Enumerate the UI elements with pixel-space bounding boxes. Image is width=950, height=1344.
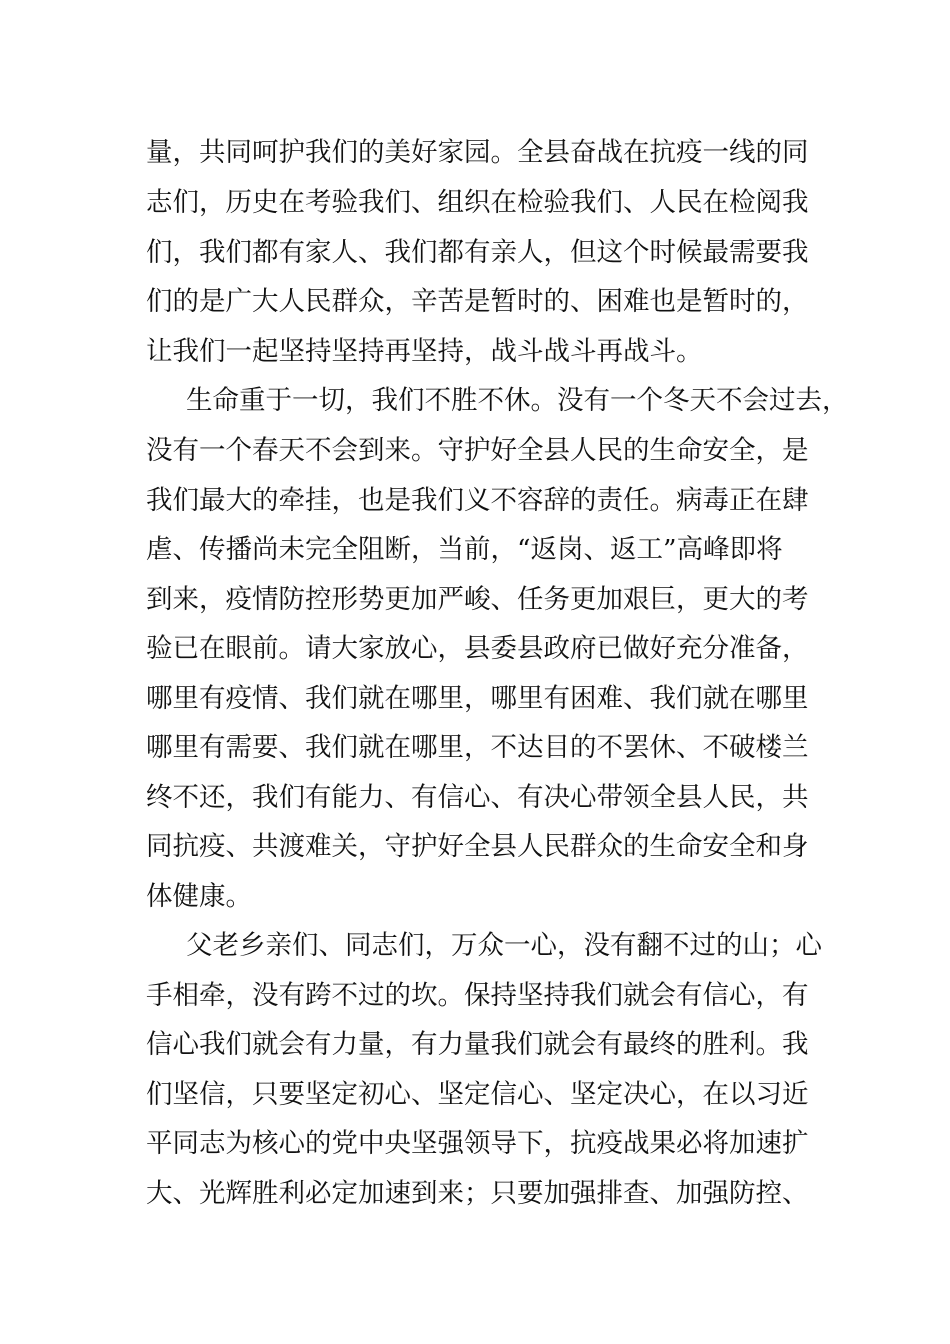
- text-line: 没有一个春天不会到来。守护好全县人民的生命安全，是: [146, 435, 809, 466]
- text-line: 们的是广大人民群众，辛苦是暂时的、困难也是暂时的，: [146, 286, 809, 317]
- text-line: 们坚信，只要坚定初心、坚定信心、坚定决心，在以习近: [146, 1079, 809, 1110]
- text-line: 体健康。: [146, 881, 252, 912]
- text-line: 志们，历史在考验我们、组织在检验我们、人民在检阅我: [146, 187, 809, 218]
- text-line: 大、光辉胜利必定加速到来；只要加强排查、加强防控、: [146, 1178, 809, 1209]
- text-line: 量，共同呵护我们的美好家园。全县奋战在抗疫一线的同: [146, 137, 809, 168]
- text-line: 平同志为核心的党中央坚强领导下，抗疫战果必将加速扩: [146, 1128, 809, 1159]
- text-line: 手相牵，没有跨不过的坎。保持坚持我们就会有信心，有: [146, 980, 809, 1011]
- text-line: 到来，疫情防控形势更加严峻、任务更加艰巨，更大的考: [146, 584, 809, 615]
- text-line: 同抗疫、共渡难关，守护好全县人民群众的生命安全和身: [146, 831, 809, 862]
- text-line: 虐、传播尚未完全阻断，当前，“返岗、返工”高峰即将: [146, 534, 783, 565]
- text-line: 我们最大的牵挂，也是我们义不容辞的责任。病毒正在肆: [146, 485, 809, 516]
- text-line: 生命重于一切，我们不胜不休。没有一个冬天不会过去，: [186, 385, 849, 416]
- text-line: 父老乡亲们、同志们，万众一心，没有翻不过的山；心: [186, 930, 822, 961]
- text-line: 们，我们都有家人、我们都有亲人，但这个时候最需要我: [146, 237, 809, 268]
- text-line: 终不还，我们有能力、有信心、有决心带领全县人民，共: [146, 782, 809, 813]
- text-line: 信心我们就会有力量，有力量我们就会有最终的胜利。我: [146, 1029, 809, 1060]
- text-line: 验已在眼前。请大家放心，县委县政府已做好充分准备，: [146, 633, 809, 664]
- text-line: 让我们一起坚持坚持再坚持，战斗战斗再战斗。: [146, 336, 703, 367]
- text-line: 哪里有需要、我们就在哪里，不达目的不罢休、不破楼兰: [146, 732, 809, 763]
- text-line: 哪里有疫情、我们就在哪里，哪里有困难、我们就在哪里: [146, 683, 809, 714]
